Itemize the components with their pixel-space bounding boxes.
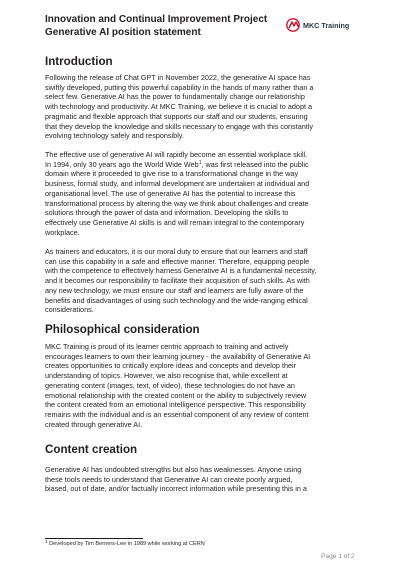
logo-text: MKC Training <box>303 21 350 30</box>
intro-paragraph-3: As trainers and educators, it is our moral duty to ensure that our learners and staff can use this capability in a safe and effective manner. Therefore, equipping people with the competence to effectively harness Generative AI is a fundamental necessity, and it becomes our responsibility to facilitate their acquisition of such skills. As with any new technology, we must ensure our staff and learners are fully aware of the benefits and disadvantages of using such technology and the wide-ranging ethical considerations. <box>45 247 317 315</box>
intro-paragraph-1: Following the release of Chat GPT in November 2022, the generative AI space has swiftly developed, putting this powerful capability in the hands of many rather than a select few. Generative AI has the power to fundamentally change our relationship with technology and productivity. At MKC Training, we believe it is crucial to adopt a pragmatic and flexible approach that supports our staff and our students, ensuring that they develop the knowledge and skills necessary to engage with this constantly evolving technology safely and responsibly. <box>45 73 314 141</box>
page-number: Page 1 of 2 <box>321 553 355 560</box>
mkc-logo-icon <box>286 18 302 32</box>
header-title-line2: Generative AI position statement <box>45 27 201 38</box>
header-title-line1: Innovation and Continual Improvement Project <box>45 14 268 25</box>
heading-introduction: Introduction <box>45 55 113 68</box>
heading-content-creation: Content creation <box>45 443 138 456</box>
footnote <box>45 541 205 548</box>
footnote-number: 1 <box>45 539 48 544</box>
philosophical-paragraph: MKC Training is proud of its learner centric approach to training and actively encourages learners to own their learning journey - the availability of Generative AI creates opportunities to critically explore ideas and concepts and develop their understanding of topics. However, we also recognise that, while excellent at generating content (images, text, of video), these technologies do not have an emotional relationship with the created content or the ability to subjectively review the content created from an emotional intelligence perspective. This responsibility remains with the individual and is an essential component of any review of content created through generative AI. <box>45 342 311 429</box>
footnote-divider <box>45 538 143 539</box>
heading-philosophical-consideration: Philosophical consideration <box>45 323 200 336</box>
mkc-logo <box>286 19 358 32</box>
content-creation-paragraph: Generative AI has undoubted strengths but also has weaknesses. Anyone using these tools needs to understand that Generative AI can create poorly argued, biased, out of date, and/or factually incorrect information while presenting this in a <box>45 465 307 494</box>
intro-paragraph-2: The effective use of generative AI will rapidly become an essential workplace skill. In 1994, only 30 years ago the World Wide Web$^1$, was first released into the public domain where it proceeded to give rise to a transformational change in the way business, formal study, and informal development are undertaken at individual and organisational level. The use of generative AI has the potential to increase this transformational process by altering the way we think about challenges and create solutions through the power of data and information. Developing the skills to effectively use Generative AI skills is and will remain integral to the contemporary workplace. <box>45 150 310 237</box>
footnote-text: Developed by Tim Berners-Lee in 1989 while working at CERN <box>47 541 205 547</box>
footnote-reference[interactable]: 1 <box>198 159 202 166</box>
